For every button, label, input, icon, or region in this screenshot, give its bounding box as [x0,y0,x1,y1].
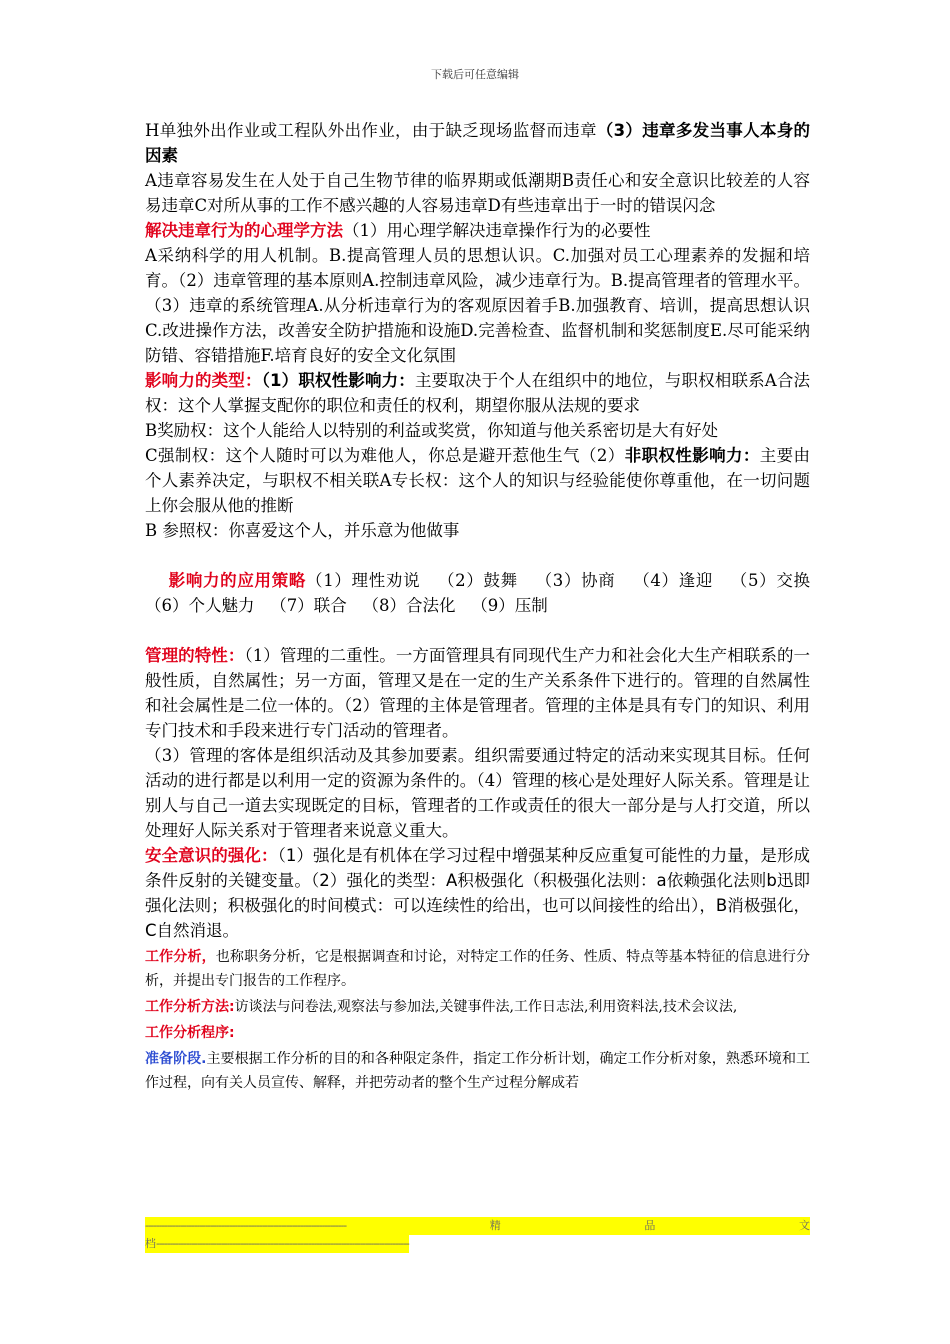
page-header: 下载后可任意编辑 [431,68,519,81]
paragraph-10-text: （1）管理的二重性。一方面管理具有同现代生产力和社会化大生产相联系的一般性质，自然属性；另一方面，管理又是在一定的生产关系条件下进行的。管理的自然属性和社会属性是二位一体的。（2）管理的主体是管理者。管理的主体是具有专门的知识、利用专门技术和手段来进行专门活动的管理者。 [145,646,811,740]
footer-line-2 [145,1235,409,1253]
page-footer-watermark [145,1217,810,1253]
document-body [145,118,826,1095]
paragraph-12 [145,843,810,943]
footer-word-2: 品 [644,1219,656,1232]
heading-influence-types: 影响力的类型： [145,371,262,390]
paragraph-6 [145,418,810,443]
paragraph-11-text: （3）管理的客体是组织活动及其参加要素。组织需要通过特定的活动来实现其目标。任何活动的进行都是以利用一定的资源为条件的。（4）管理的核心是处理好人际关系。管理是让别人与自己一道去实现既定的目标，管理者的工作或责任的很大一部分是与人打交道，所以处理好人际关系对于管理者来说意义重大。 [145,746,810,840]
paragraph-14-text: 访谈法与问卷法,观察法与参加法,关键事件法,工作日志法,利用资料法,技术会议法, [234,999,738,1015]
paragraph-10 [145,643,810,743]
paragraph-15 [145,1021,810,1045]
paragraph-5-text: 主要取决于个人在组织中的地位，与职权相联系A合法权：这个人掌握支配你的职位和责任的权利，期望你服从法规的要求 [145,371,811,415]
paragraph-8 [145,518,810,543]
paragraph-4-text: A采纳科学的用人机制。B.提高管理人员的思想认识。C.加强对员工心理素养的发掘和培育。（2）违章管理的基本原则A.控制违章风险，减少违章行为。B.提高管理者的管理水平。（3）违章的系统管理A.从分析违章行为的客观原因着手B.加强教育、培训，提高思想认识C.改进操作方法，改善安全防护措施和设施D.完善检查、监督机制和奖惩制度E.尽可能采纳防错、容错措施F.培育良好的安全文化氛围 [145,246,810,365]
paragraph-16 [145,1047,810,1095]
heading-job-analysis-procedure: 工作分析程序: [145,1025,235,1041]
heading-job-analysis: 工作分析， [145,949,216,965]
paragraph-1 [145,118,810,168]
paragraph-3-text: （1）用心理学解决违章操作行为的必要性 [343,221,651,240]
footer-word-4: 档 [145,1237,156,1250]
heading-safety-reinforcement: 安全意识的强化： [145,846,278,865]
paragraph-3 [145,218,810,243]
paragraph-7-text-a: C强制权：这个人随时可以为难他人，你总是避开惹他生气（2） [145,446,625,465]
heading-preparation-stage: 准备阶段. [145,1051,207,1067]
paragraph-13 [145,945,810,993]
footer-word-1: 精 [489,1219,501,1232]
footer-line-1 [145,1217,810,1235]
paragraph-2-text: A违章容易发生在人处于自己生物节律的临界期或低潮期B责任心和安全意识比较差的人容易违章C对所从事的工作不感兴趣的人容易违章D有些违章出于一时的错误闪念 [145,171,810,215]
paragraph-2 [145,168,810,218]
paragraph-12-text: （1）强化是有机体在学习过程中增强某种反应重复可能性的力量，是形成条件反射的关键变量。（2）强化的类型：A积极强化（积极强化法则：a依赖强化法则b迅即强化法则；积极强化的时间模式：可以连续性的给出，也可以间接性的给出），B消极强化，C自然消退。 [145,846,811,940]
footer-dashes-2: --------------------------------------------------------------------------------------------- [156,1237,409,1250]
paragraph-9 [145,543,826,643]
heading-influence-strategies: 影响力的应用策略 [168,571,307,590]
paragraph-14 [145,995,810,1019]
paragraph-5 [145,368,810,418]
paragraph-6-text: B奖励权：这个人能给人以特别的利益或奖赏，你知道与他关系密切是大有好处 [145,421,719,440]
paragraph-16-text: 主要根据工作分析的目的和各种限定条件，指定工作分析计划，确定工作分析对象，熟悉环境和工作过程，向有关人员宣传、解释，并把劳动者的整个生产过程分解成若 [145,1051,810,1091]
paragraph-7-text-b: 主要由个人素养决定，与职权不相关联A专长权：这个人的知识与经验能使你尊重他，在一切问题上你会服从他的推断 [145,446,811,515]
heading-management-features: 管理的特性： [145,646,245,665]
paragraph-1-text: H单独外出作业或工程队外出作业，由于缺乏现场监督而违章 [145,121,597,140]
heading-violation-psychology: 解决违章行为的心理学方法 [145,221,343,240]
paragraph-1-bold: （3）违章多发当事人本身的因素 [145,121,811,165]
paragraph-4 [145,243,810,368]
paragraph-5-bold: （1）职权性影响力： [261,371,415,390]
heading-job-analysis-methods: 工作分析方法: [145,999,235,1015]
paragraph-8-text: B 参照权：你喜爱这个人，并乐意为他做事 [145,521,460,540]
footer-dashes-1: -------------------------------------------------------------------------- [145,1219,347,1232]
paragraph-9-text: （1）理性劝说 （2）鼓舞 （3）协商 （4）逢迎 （5）交换 （6）个人魅力 （7）联合 （8）合法化 （9）压制 [145,571,826,615]
paragraph-7-bold: 非职权性影响力： [624,446,760,465]
paragraph-13-text: 也称职务分析，它是根据调查和讨论，对特定工作的任务、性质、特点等基本特征的信息进行分析，并提出专门报告的工作程序。 [145,949,811,989]
paragraph-11 [145,743,810,843]
footer-word-3: 文 [798,1219,810,1232]
paragraph-7 [145,443,810,518]
